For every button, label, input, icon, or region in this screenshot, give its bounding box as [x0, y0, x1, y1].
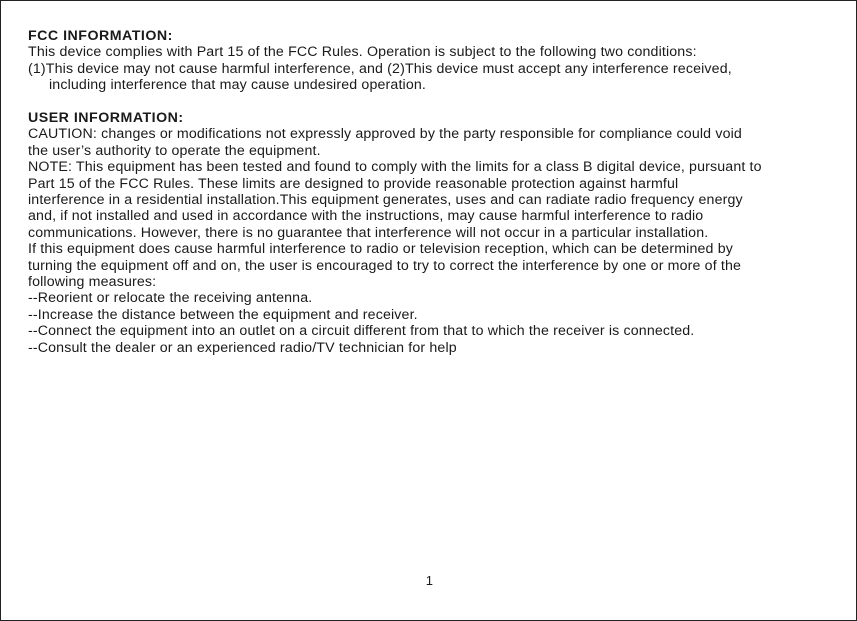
- measure-consult-dealer: --Consult the dealer or an experienced radio/TV technician for help: [28, 339, 457, 356]
- caution-line-2: the user’s authority to operate the equipment.: [28, 142, 321, 159]
- measure-different-outlet: --Connect the equipment into an outlet on a circuit different from that to which the receiver is connected.: [28, 323, 695, 340]
- interference-line-1: If this equipment does cause harmful interference to radio or television reception, which can be determined by: [28, 241, 733, 258]
- fcc-conditions-line-1: (1)This device may not cause harmful interference, and (2)This device must accept any interference received,: [28, 60, 732, 77]
- fcc-intro-text: This device complies with Part 15 of the FCC Rules. Operation is subject to the following two conditions:: [28, 44, 697, 61]
- interference-line-2: turning the equipment off and on, the user is encouraged to try to correct the interference by one or more of the: [28, 257, 742, 274]
- caution-line-1: CAUTION: changes or modifications not expressly approved by the party responsible for compliance could void: [28, 126, 742, 143]
- user-information-heading: USER INFORMATION:: [28, 110, 184, 127]
- note-line-2: Part 15 of the FCC Rules. These limits are designed to provide reasonable protection against harmful: [28, 175, 679, 192]
- section-spacer: [28, 94, 838, 110]
- fcc-information-heading: FCC INFORMATION:: [28, 28, 173, 44]
- note-line-4: and, if not installed and used in accordance with the instructions, may cause harmful interference to radio: [28, 208, 704, 225]
- page-number: 1: [425, 573, 434, 588]
- interference-line-3: following measures:: [28, 274, 157, 291]
- measure-reorient-antenna: --Reorient or relocate the receiving antenna.: [28, 290, 313, 307]
- measure-increase-distance: --Increase the distance between the equipment and receiver.: [28, 306, 418, 323]
- note-line-3: interference in a residential installation.This equipment generates, uses and can radiate radio frequency energy: [28, 192, 743, 209]
- note-line-1: NOTE: This equipment has been tested and found to comply with the limits for a class B digital device, pursuant to: [28, 159, 762, 176]
- fcc-conditions-line-2: including interference that may cause undesired operation.: [49, 77, 427, 94]
- note-line-5: communications. However, there is no guarantee that interference will not occur in a particular installation.: [28, 224, 709, 241]
- page-content: [28, 28, 838, 356]
